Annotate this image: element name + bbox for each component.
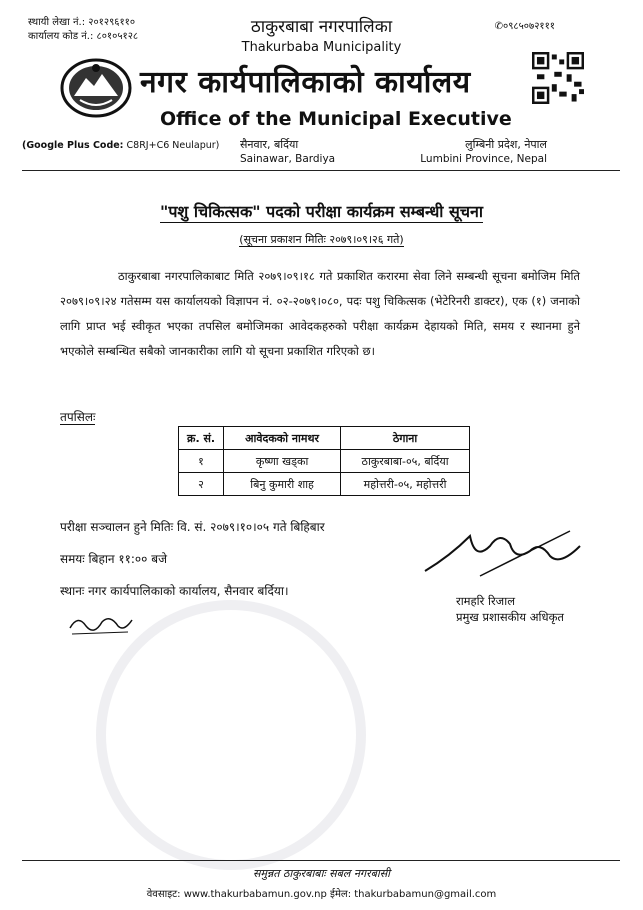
phone-number: ✆०९८५०७२१११ bbox=[494, 21, 555, 32]
pan-label: स्थायी लेखा नं.: bbox=[28, 17, 86, 28]
table-row bbox=[179, 473, 470, 496]
header-divider bbox=[22, 170, 620, 171]
signatory-title: प्रमुख प्रशासकीय अधिकृत bbox=[456, 610, 564, 624]
municipality-name-np: ठाकुरबाबा नगरपालिका bbox=[250, 17, 393, 37]
clerk-signature bbox=[66, 610, 136, 640]
candidate-table bbox=[178, 426, 470, 496]
nepal-emblem-logo bbox=[60, 56, 132, 118]
table-header-row bbox=[179, 427, 470, 450]
col-serial: क्र. सं. bbox=[179, 427, 224, 450]
footer-contact bbox=[0, 886, 643, 900]
office-title-en: Office of the Municipal Executive bbox=[160, 108, 512, 130]
cell-serial: २ bbox=[179, 473, 224, 496]
officer-signature bbox=[420, 516, 590, 586]
stamp-watermark bbox=[96, 600, 366, 870]
office-title-np: नगर कार्यपालिकाको कार्यालय bbox=[140, 65, 471, 100]
location-en: Sainawar, Bardiya bbox=[240, 153, 336, 165]
email-label: ईमेल: bbox=[330, 889, 352, 900]
location-np: सैनवार, बर्दिया bbox=[240, 138, 299, 151]
pan-value: २०१२९६११० bbox=[88, 17, 136, 28]
office-code-value: ८०१०५१२८ bbox=[96, 31, 139, 42]
publish-date: (सूचना प्रकाशन मितिः २०७९।०९।२६ गते) bbox=[239, 233, 404, 246]
cell-address: महोत्तरी-०५, महोत्तरी bbox=[341, 473, 470, 496]
cell-address: ठाकुरबाबा-०५, बर्दिया bbox=[341, 450, 470, 473]
col-name: आवेदकको नामथर bbox=[224, 427, 341, 450]
exam-date: परीक्षा सञ्चालन हुने मितिः वि. सं. २०७९।१०।०५ गते बिहिबार bbox=[60, 520, 325, 534]
website-label: वेवसाइट: bbox=[146, 889, 181, 900]
signatory-name: रामहरि रिजाल bbox=[456, 594, 515, 608]
notice-body: ठाकुरबाबा नगरपालिकाबाट मिति २०७९।०९।१८ गते प्रकाशित करारमा सेवा लिने सम्बन्धी सूचना बमोजिम मिति २०७९।०९।२४ गतेसम्म यस कार्यालयको विज्ञापन नं. ०२-२०७९।०८०, पदः पशु चिकित्सक (भेटेरिनरी डाक्टर), एक (१) जनाको लागि प्राप्त भई स्वीकृत भएका तपसिल बमोजिमका आवेदकहरुको परीक्षा कार्यक्रम देहायको मिति, समय र स्थानमा हुने भएकोले सम्बन्धित सबैको जानकारीका लागि यो सूचना प्रकाशित गरिएको छ। bbox=[60, 269, 580, 358]
plus-code: (Google Plus Code: C8RJ+C6 Neulapur) bbox=[22, 140, 220, 151]
cell-serial: १ bbox=[179, 450, 224, 473]
footer-divider bbox=[22, 860, 620, 861]
qr-code-icon bbox=[532, 52, 584, 104]
details-label: तपसिलः bbox=[60, 410, 96, 424]
notice-title: "पशु चिकित्सक" पदको परीक्षा कार्यक्रम सम्बन्धी सूचना bbox=[159, 202, 484, 221]
cell-name: बिनु कुमारी शाह bbox=[224, 473, 341, 496]
exam-time: समयः बिहान ११:०० बजे bbox=[60, 552, 167, 566]
cell-name: कृष्णा खड्का bbox=[224, 450, 341, 473]
footer-slogan: समुन्नत ठाकुरबाबाः सबल नगरबासी bbox=[252, 867, 391, 880]
table-row bbox=[179, 450, 470, 473]
office-code-label: कार्यालय कोड नं.: bbox=[28, 31, 94, 42]
col-address: ठेगाना bbox=[341, 427, 470, 450]
exam-venue: स्थानः नगर कार्यपालिकाको कार्यालय, सैनवार बर्दिया। bbox=[60, 584, 289, 598]
province-np: लुम्बिनी प्रदेश, नेपाल bbox=[465, 138, 547, 151]
website-link[interactable]: www.thakurbabamun.gov.np bbox=[183, 889, 327, 900]
municipality-name-en: Thakurbaba Municipality bbox=[241, 40, 402, 55]
email-link[interactable]: thakurbabamun@gmail.com bbox=[354, 889, 497, 900]
province-en: Lumbini Province, Nepal bbox=[420, 153, 547, 165]
